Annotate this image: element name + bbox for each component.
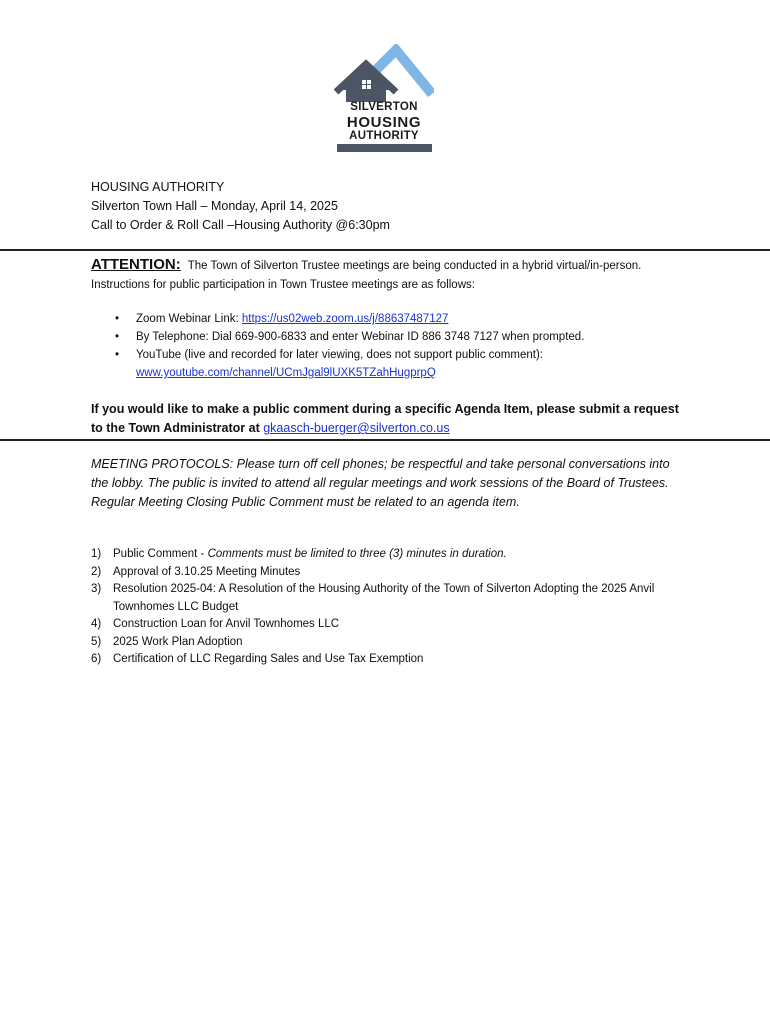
list-item-zoom <box>115 310 675 328</box>
attention-text: The Town of Silverton Trustee meetings are being conducted in a hybrid virtual/in-person. Instructions for public participation in Town Trustee meetings are as follows: <box>91 260 642 291</box>
agenda-item-text: Approval of 3.10.25 Meeting Minutes <box>113 565 301 578</box>
agenda-item-number: 4) <box>91 618 102 630</box>
agenda-item <box>91 564 691 582</box>
attention-label: ATTENTION: <box>91 256 181 273</box>
agenda-item-number: 5) <box>91 635 102 648</box>
agenda-list <box>91 546 691 669</box>
meeting-header <box>91 178 390 235</box>
list-item-youtube <box>115 346 675 382</box>
zoom-webinar-link[interactable]: https://us02web.zoom.us/j/88637487127 <box>241 313 449 325</box>
meeting-protocols: MEETING PROTOCOLS: Please turn off cell phones; be respectful and take personal conversations into the lobby. The public is invited to attend all regular meetings and work sessions of the Board of Trustees. Regular Meeting Closing Public Comment must be related to an agenda item. <box>91 457 670 509</box>
agenda-item-text: Resolution 2025-04: A Resolution of the Housing Authority of the Town of Silverton Adopting the 2025 Anvil Townhomes LLC Budget <box>113 583 655 613</box>
divider-middle <box>0 439 770 441</box>
agenda-item-text: Certification of LLC Regarding Sales and Use Tax Exemption <box>113 653 424 665</box>
zoom-label: Zoom Webinar Link: <box>136 313 242 325</box>
divider-top <box>0 249 770 251</box>
telephone-text: By Telephone: Dial 669-900-6833 and enter Webinar ID 886 3748 7127 when prompted. <box>136 331 585 343</box>
agenda-item <box>91 651 691 669</box>
agenda-item <box>91 546 691 564</box>
list-item-telephone <box>115 328 675 346</box>
header-location-date: Silverton Town Hall – Monday, April 14, 2025 <box>91 199 338 213</box>
logo-underline-bar <box>337 144 432 152</box>
logo-line-silverton: SILVERTON <box>350 101 418 113</box>
agenda-item <box>91 634 691 652</box>
participation-instructions <box>115 310 675 382</box>
town-administrator-email-link[interactable]: gkaasch-buerger@silverton.co.us <box>263 421 450 435</box>
logo-wordmark <box>336 102 432 142</box>
agenda-item-text: Construction Loan for Anvil Townhomes LLC <box>113 618 340 630</box>
agenda-item <box>91 581 691 616</box>
attention-notice <box>91 255 671 295</box>
agenda-item <box>91 616 691 634</box>
agenda-item-number: 2) <box>91 565 102 578</box>
agenda-item-number: 1) <box>91 548 102 560</box>
youtube-label: YouTube (live and recorded for later viewing, does not support public comment): <box>136 349 543 361</box>
logo-line-housing: HOUSING <box>346 113 422 131</box>
public-comment-instructions <box>91 400 681 438</box>
agenda-item-note: Comments must be limited to three (3) minutes in duration. <box>207 548 507 560</box>
header-call-to-order: Call to Order & Roll Call –Housing Authority @6:30pm <box>91 218 390 232</box>
youtube-channel-link[interactable]: www.youtube.com/channel/UCmJgal9lUXK5TZahHugprpQ <box>136 367 436 379</box>
header-org: HOUSING AUTHORITY <box>91 180 225 194</box>
public-comment-text: If you would like to make a public comment during a specific Agenda Item, please submit a request to the Town Administrator at <box>91 402 679 435</box>
logo-line-authority: AUTHORITY <box>349 129 419 142</box>
agenda-item-text: 2025 Work Plan Adoption <box>113 635 243 648</box>
agenda-item-number: 3) <box>91 583 102 595</box>
agenda-item-text: Public Comment - <box>113 548 208 560</box>
agenda-item-number: 6) <box>91 653 102 665</box>
